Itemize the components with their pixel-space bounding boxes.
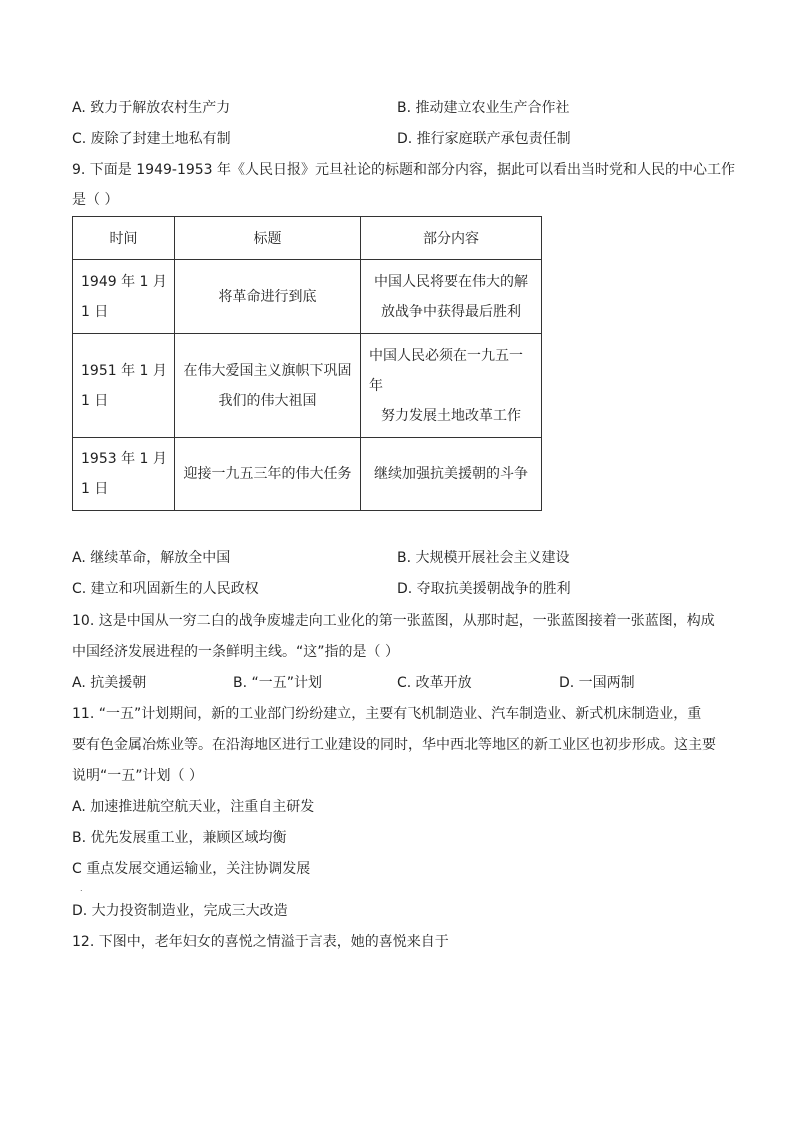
stray-dot: .	[80, 884, 83, 893]
time-line: 1949 年 1 月	[81, 273, 167, 290]
content-line: 中国人民必须在一九五一	[369, 347, 523, 364]
table-cell-content	[361, 260, 542, 334]
table-cell-content	[361, 334, 542, 438]
q11-option-d: D. 大力投资制造业，完成三大改造	[72, 903, 288, 919]
q9-stem-line1: 9. 下面是 1949-1953 年《人民日报》元旦社论的标题和部分内容，据此可以看出当时党和人民的中心工作	[72, 162, 736, 178]
content-line: 努力发展土地改革工作	[381, 407, 521, 424]
time-line: 1951 年 1 月	[81, 362, 167, 379]
q11-option-a: A. 加速推进航空航天业，注重自主研发	[72, 799, 315, 815]
table-header-row	[73, 217, 542, 260]
q9-table	[72, 216, 542, 511]
q11-stem-line2: 要有色金属冶炼业等。在沿海地区进行工业建设的同时，华中西北等地区的新工业区也初步形成。这主要	[72, 737, 716, 753]
table-row	[73, 260, 542, 334]
table-row	[73, 334, 542, 438]
table-cell-title	[175, 260, 361, 334]
table-row	[73, 438, 542, 511]
table-cell-time	[73, 438, 175, 511]
q11-stem-line3: 说明“一五”计划（ ）	[72, 768, 203, 784]
content-line: 放战争中获得最后胜利	[381, 303, 521, 320]
q9-option-b: B. 大规模开展社会主义建设	[397, 550, 570, 566]
q8-option-d: D. 推行家庭联产承包责任制	[397, 131, 571, 147]
time-line: 1 日	[81, 481, 109, 497]
title-line: 在伟大爱国主义旗帜下巩固	[183, 362, 352, 379]
q10-option-c: C. 改革开放	[397, 675, 472, 691]
table-header-content: 部分内容	[361, 217, 542, 260]
q9-option-d: D. 夺取抗美援朝战争的胜利	[397, 581, 571, 597]
content-line: 年	[369, 377, 383, 394]
time-line: 1 日	[81, 303, 109, 320]
q9-option-a: A. 继续革命，解放全中国	[72, 550, 231, 566]
time-line: 1 日	[81, 392, 109, 409]
title-line: 将革命进行到底	[218, 288, 317, 305]
title-line: 迎接一九五三年的伟大任务	[183, 466, 352, 482]
table-cell-time	[73, 334, 175, 438]
q12-stem-line1: 12. 下图中，老年妇女的喜悦之情溢于言表，她的喜悦来自于	[72, 934, 449, 950]
q11-option-b: B. 优先发展重工业，兼顾区域均衡	[72, 830, 287, 846]
title-line: 我们的伟大祖国	[218, 392, 317, 409]
q10-stem-line2: 中国经济发展进程的一条鲜明主线。“这”指的是（ ）	[72, 644, 399, 660]
content-line: 中国人民将要在伟大的解	[374, 273, 528, 290]
table-cell-title	[175, 438, 361, 511]
q8-option-c: C. 废除了封建土地私有制	[72, 131, 231, 147]
content-line: 继续加强抗美援朝的斗争	[374, 466, 528, 482]
table-header-title: 标题	[175, 217, 361, 260]
q9-stem-line2: 是（ ）	[72, 192, 119, 208]
q10-option-d: D. 一国两制	[559, 675, 635, 691]
q8-option-b: B. 推动建立农业生产合作社	[397, 100, 570, 116]
q10-option-b: B. “一五”计划	[233, 675, 323, 691]
q10-option-a: A. 抗美援朝	[72, 675, 147, 691]
q10-stem-line1: 10. 这是中国从一穷二白的战争废墟走向工业化的第一张蓝图，从那时起，一张蓝图接着一张蓝图，构成	[72, 613, 715, 629]
table-cell-content	[361, 438, 542, 511]
q11-stem-line1: 11. “一五”计划期间，新的工业部门纷纷建立，主要有飞机制造业、汽车制造业、新式机床制造业，重	[72, 706, 702, 722]
q11-option-c: C 重点发展交通运输业，关注协调发展	[72, 861, 311, 877]
q9-option-c: C. 建立和巩固新生的人民政权	[72, 581, 259, 597]
table-cell-time	[73, 260, 175, 334]
table-cell-title	[175, 334, 361, 438]
q8-option-a: A. 致力于解放农村生产力	[72, 100, 231, 116]
time-line: 1953 年 1 月	[81, 451, 167, 467]
table-header-time: 时间	[73, 217, 175, 260]
